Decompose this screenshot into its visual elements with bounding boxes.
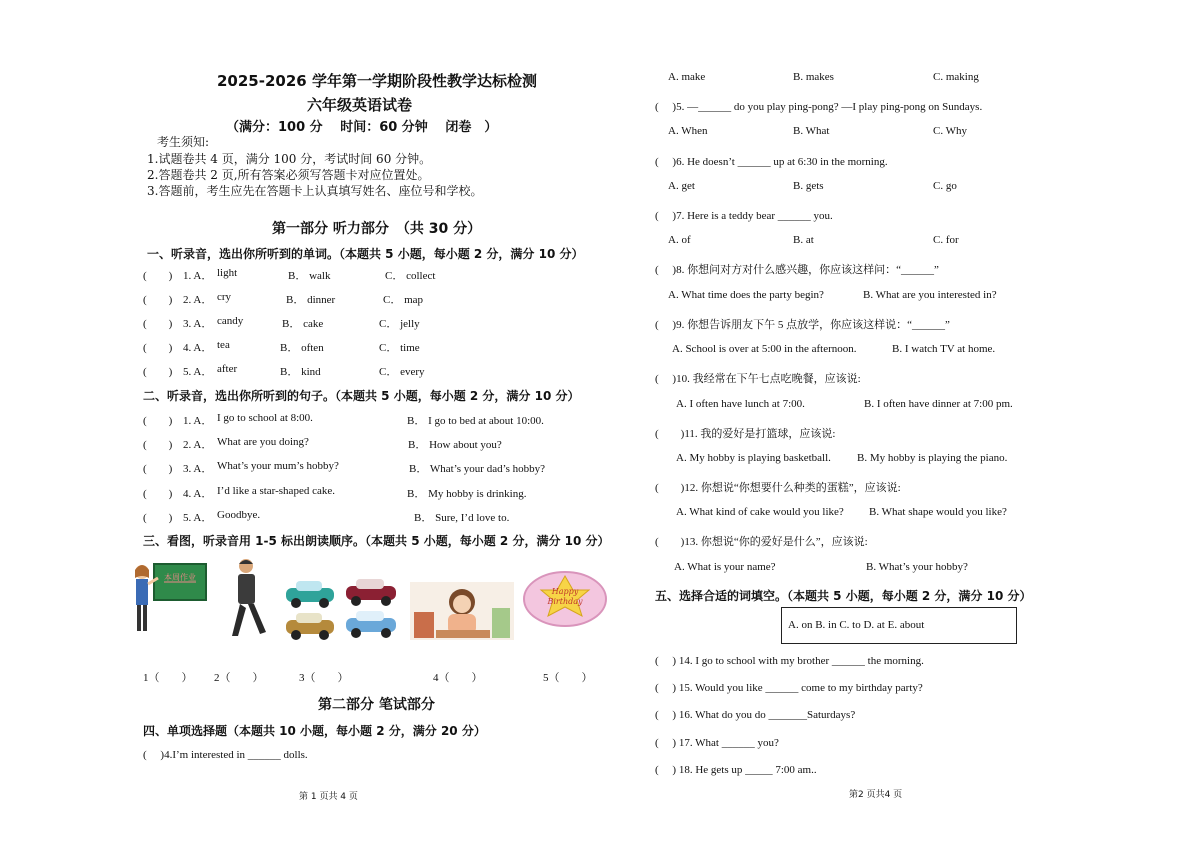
option-b: B． My hobby is drinking. (407, 488, 527, 500)
section1-title: 一、听录音，选出你所听到的单词。（本题共 5 小题，每小题 2 分，满分 10 分） (147, 247, 584, 261)
item-number: 4. A． (183, 488, 213, 500)
question-9: ( )9. 你想告诉朋友下午 5 点放学，你应该这样说：“______” (655, 319, 950, 331)
q5-option-c: C. Why (933, 125, 968, 137)
item-number: 1. A． (183, 270, 213, 282)
answer-bracket[interactable]: ( ) (143, 439, 173, 451)
part2-title: 第二部分 笔试部分 (318, 697, 435, 713)
q4-option-b: B. makes (793, 71, 834, 83)
question-11: ( )11. 我的爱好是打篮球，应该说: (655, 428, 836, 440)
q11-option-b: B. My hobby is playing the piano. (857, 452, 1008, 464)
cake-text: Happy (551, 587, 579, 596)
option-a: candy (217, 315, 244, 327)
notice-line: 1.试题卷共 4 页，满分 100 分，考试时间 60 分钟。 (147, 152, 432, 166)
q6-option-b: B. gets (793, 180, 824, 192)
q6-option-a: A. get (668, 180, 695, 192)
item-number: 2. A． (183, 294, 213, 306)
board-text: 本周作业 (164, 573, 196, 582)
q7-option-a: A. of (668, 234, 691, 246)
section5-title: 五、选择合适的词填空。（本题共 5 小题，每小题 2 分，满分 10 分） (655, 589, 1032, 603)
option-b: B． What’s your dad’s hobby? (409, 463, 546, 475)
option-a: Goodbye. (217, 509, 261, 521)
item-number: 4. A． (183, 342, 213, 354)
q13-option-a: A. What is your name? (674, 561, 776, 573)
item-number: 5. A． (183, 512, 213, 524)
answer-bracket[interactable]: ( ) (143, 488, 173, 500)
answer-bracket[interactable]: ( ) (143, 294, 173, 306)
notice-line: 3.答题前，考生应先在答题卡上认真填写姓名、座位号和学校。 (147, 184, 483, 198)
option-a: cry (217, 291, 232, 303)
question-4: ( )4.I’m interested in ______ dolls. (143, 749, 308, 761)
part1-title: 第一部分 听力部分 （共 30 分） (272, 221, 482, 237)
question-16: ( ) 16. What do you do _______Saturdays? (655, 709, 856, 721)
q12-option-b: B. What shape would you like? (869, 506, 1007, 518)
exam-info: （满分：100 分 时间：60 分钟 闭卷 ） (226, 120, 498, 135)
option-b: B． How about you? (408, 439, 502, 451)
q4-option-a: A. make (668, 71, 706, 83)
option-c: C． jelly (379, 318, 420, 330)
q9-option-b: B. I watch TV at home. (892, 343, 996, 355)
q10-option-a: A. I often have lunch at 7:00. (676, 398, 805, 410)
q10-option-b: B. I often have dinner at 7:00 pm. (864, 398, 1013, 410)
q5-option-b: B. What (793, 125, 830, 137)
q7-option-c: C. for (933, 234, 959, 246)
question-10: ( )10. 我经常在下午七点吃晚餐，应该说: (655, 373, 861, 385)
section4-title: 四、单项选择题（本题共 10 小题，每小题 2 分，满分 20 分） (143, 724, 486, 738)
question-7: ( )7. Here is a teddy bear ______ you. (655, 210, 833, 222)
question-5: ( )5. —______ do you play ping-pong? —I play ping-pong on Sundays. (655, 101, 983, 113)
option-b: B． kind (280, 366, 321, 378)
option-b: B． dinner (286, 294, 336, 306)
girl-playing-picture (410, 582, 514, 640)
page-footer: 第2 页共4 页 (849, 790, 903, 800)
order-blank[interactable]: 3（ ） (299, 672, 349, 684)
item-number: 3. A． (183, 318, 213, 330)
q5-option-a: A. When (668, 125, 708, 137)
item-number: 2. A． (183, 439, 213, 451)
question-6: ( )6. He doesn’t ______ up at 6:30 in the morning. (655, 156, 888, 168)
walking-man-picture (226, 556, 272, 640)
option-a: What are you doing? (217, 436, 309, 448)
option-c: C． every (379, 366, 425, 378)
option-c: C． collect (385, 270, 436, 282)
option-a: light (217, 267, 238, 279)
option-a: What’s your mum’s hobby? (217, 460, 339, 472)
question-15: ( ) 15. Would you like ______ come to my birthday party? (655, 682, 923, 694)
cars-picture (282, 578, 408, 640)
option-b: B． often (280, 342, 324, 354)
option-a: I go to school at 8:00. (217, 412, 313, 424)
q13-option-b: B. What’s your hobby? (866, 561, 968, 573)
option-c: C． map (383, 294, 424, 306)
answer-bracket[interactable]: ( ) (143, 415, 173, 427)
option-a: after (217, 363, 238, 375)
notice-title: 考生须知: (157, 135, 210, 149)
birthday-cake-picture (522, 570, 608, 628)
option-b: B． walk (288, 270, 331, 282)
order-blank[interactable]: 5（ ） (543, 672, 593, 684)
option-b: B． I go to bed at about 10:00. (407, 415, 544, 427)
section2-title: 二、听录音，选出你所听到的句子。（本题共 5 小题，每小题 2 分，满分 10 分） (143, 389, 580, 403)
section3-title: 三、看图，听录音用 1-5 标出朗读顺序。（本题共 5 小题，每小题 2 分，满分 10 分） (143, 534, 610, 548)
q8-option-a: A. What time does the party begin? (668, 289, 824, 301)
order-blank[interactable]: 1（ ） (143, 672, 193, 684)
item-number: 5. A． (183, 366, 213, 378)
q9-option-a: A. School is over at 5:00 in the afternoon. (672, 343, 857, 355)
option-a: I’d like a star-shaped cake. (217, 485, 335, 497)
option-b: B． Sure, I’d love to. (414, 512, 510, 524)
order-blank[interactable]: 4（ ） (433, 672, 483, 684)
word-bank: A. on B. in C. to D. at E. about (788, 619, 925, 631)
answer-bracket[interactable]: ( ) (143, 270, 173, 282)
order-blank[interactable]: 2（ ） (214, 672, 264, 684)
question-18: ( ) 18. He gets up _____ 7:00 am.. (655, 764, 817, 776)
answer-bracket[interactable]: ( ) (143, 342, 173, 354)
q11-option-a: A. My hobby is playing basketball. (676, 452, 831, 464)
answer-bracket[interactable]: ( ) (143, 463, 173, 475)
question-17: ( ) 17. What ______ you? (655, 737, 779, 749)
option-a: tea (217, 339, 230, 351)
answer-bracket[interactable]: ( ) (143, 512, 173, 524)
question-8: ( )8. 你想问对方对什么感兴趣，你应该这样问：“______” (655, 264, 939, 276)
cake-text: Birthday (547, 597, 583, 606)
notice-line: 2.答题卷共 2 页,所有答案必须写答题卡对应位置处。 (147, 168, 430, 182)
question-12: ( )12. 你想说“你想要什么种类的蛋糕”，应该说: (655, 482, 901, 494)
question-14: ( ) 14. I go to school with my brother ______ the morning. (655, 655, 924, 667)
option-c: C． time (379, 342, 420, 354)
q6-option-c: C. go (933, 180, 957, 192)
page-footer: 第 1 页共 4 页 (299, 792, 358, 802)
word-bank-box (781, 607, 1017, 644)
answer-bracket[interactable]: ( ) (143, 318, 173, 330)
q12-option-a: A. What kind of cake would you like? (676, 506, 844, 518)
item-number: 3. A． (183, 463, 213, 475)
question-13: ( )13. 你想说“你的爱好是什么”，应该说: (655, 536, 868, 548)
item-number: 1. A． (183, 415, 213, 427)
q8-option-b: B. What are you interested in? (863, 289, 997, 301)
exam-subtitle: 六年级英语试卷 (307, 96, 413, 114)
exam-title: 2025-2026 学年第一学期阶段性教学达标检测 (217, 72, 537, 90)
q4-option-c: C. making (933, 71, 979, 83)
option-b: B． cake (282, 318, 324, 330)
q7-option-b: B. at (793, 234, 814, 246)
answer-bracket[interactable]: ( ) (143, 366, 173, 378)
teacher-blackboard-picture (128, 556, 210, 640)
